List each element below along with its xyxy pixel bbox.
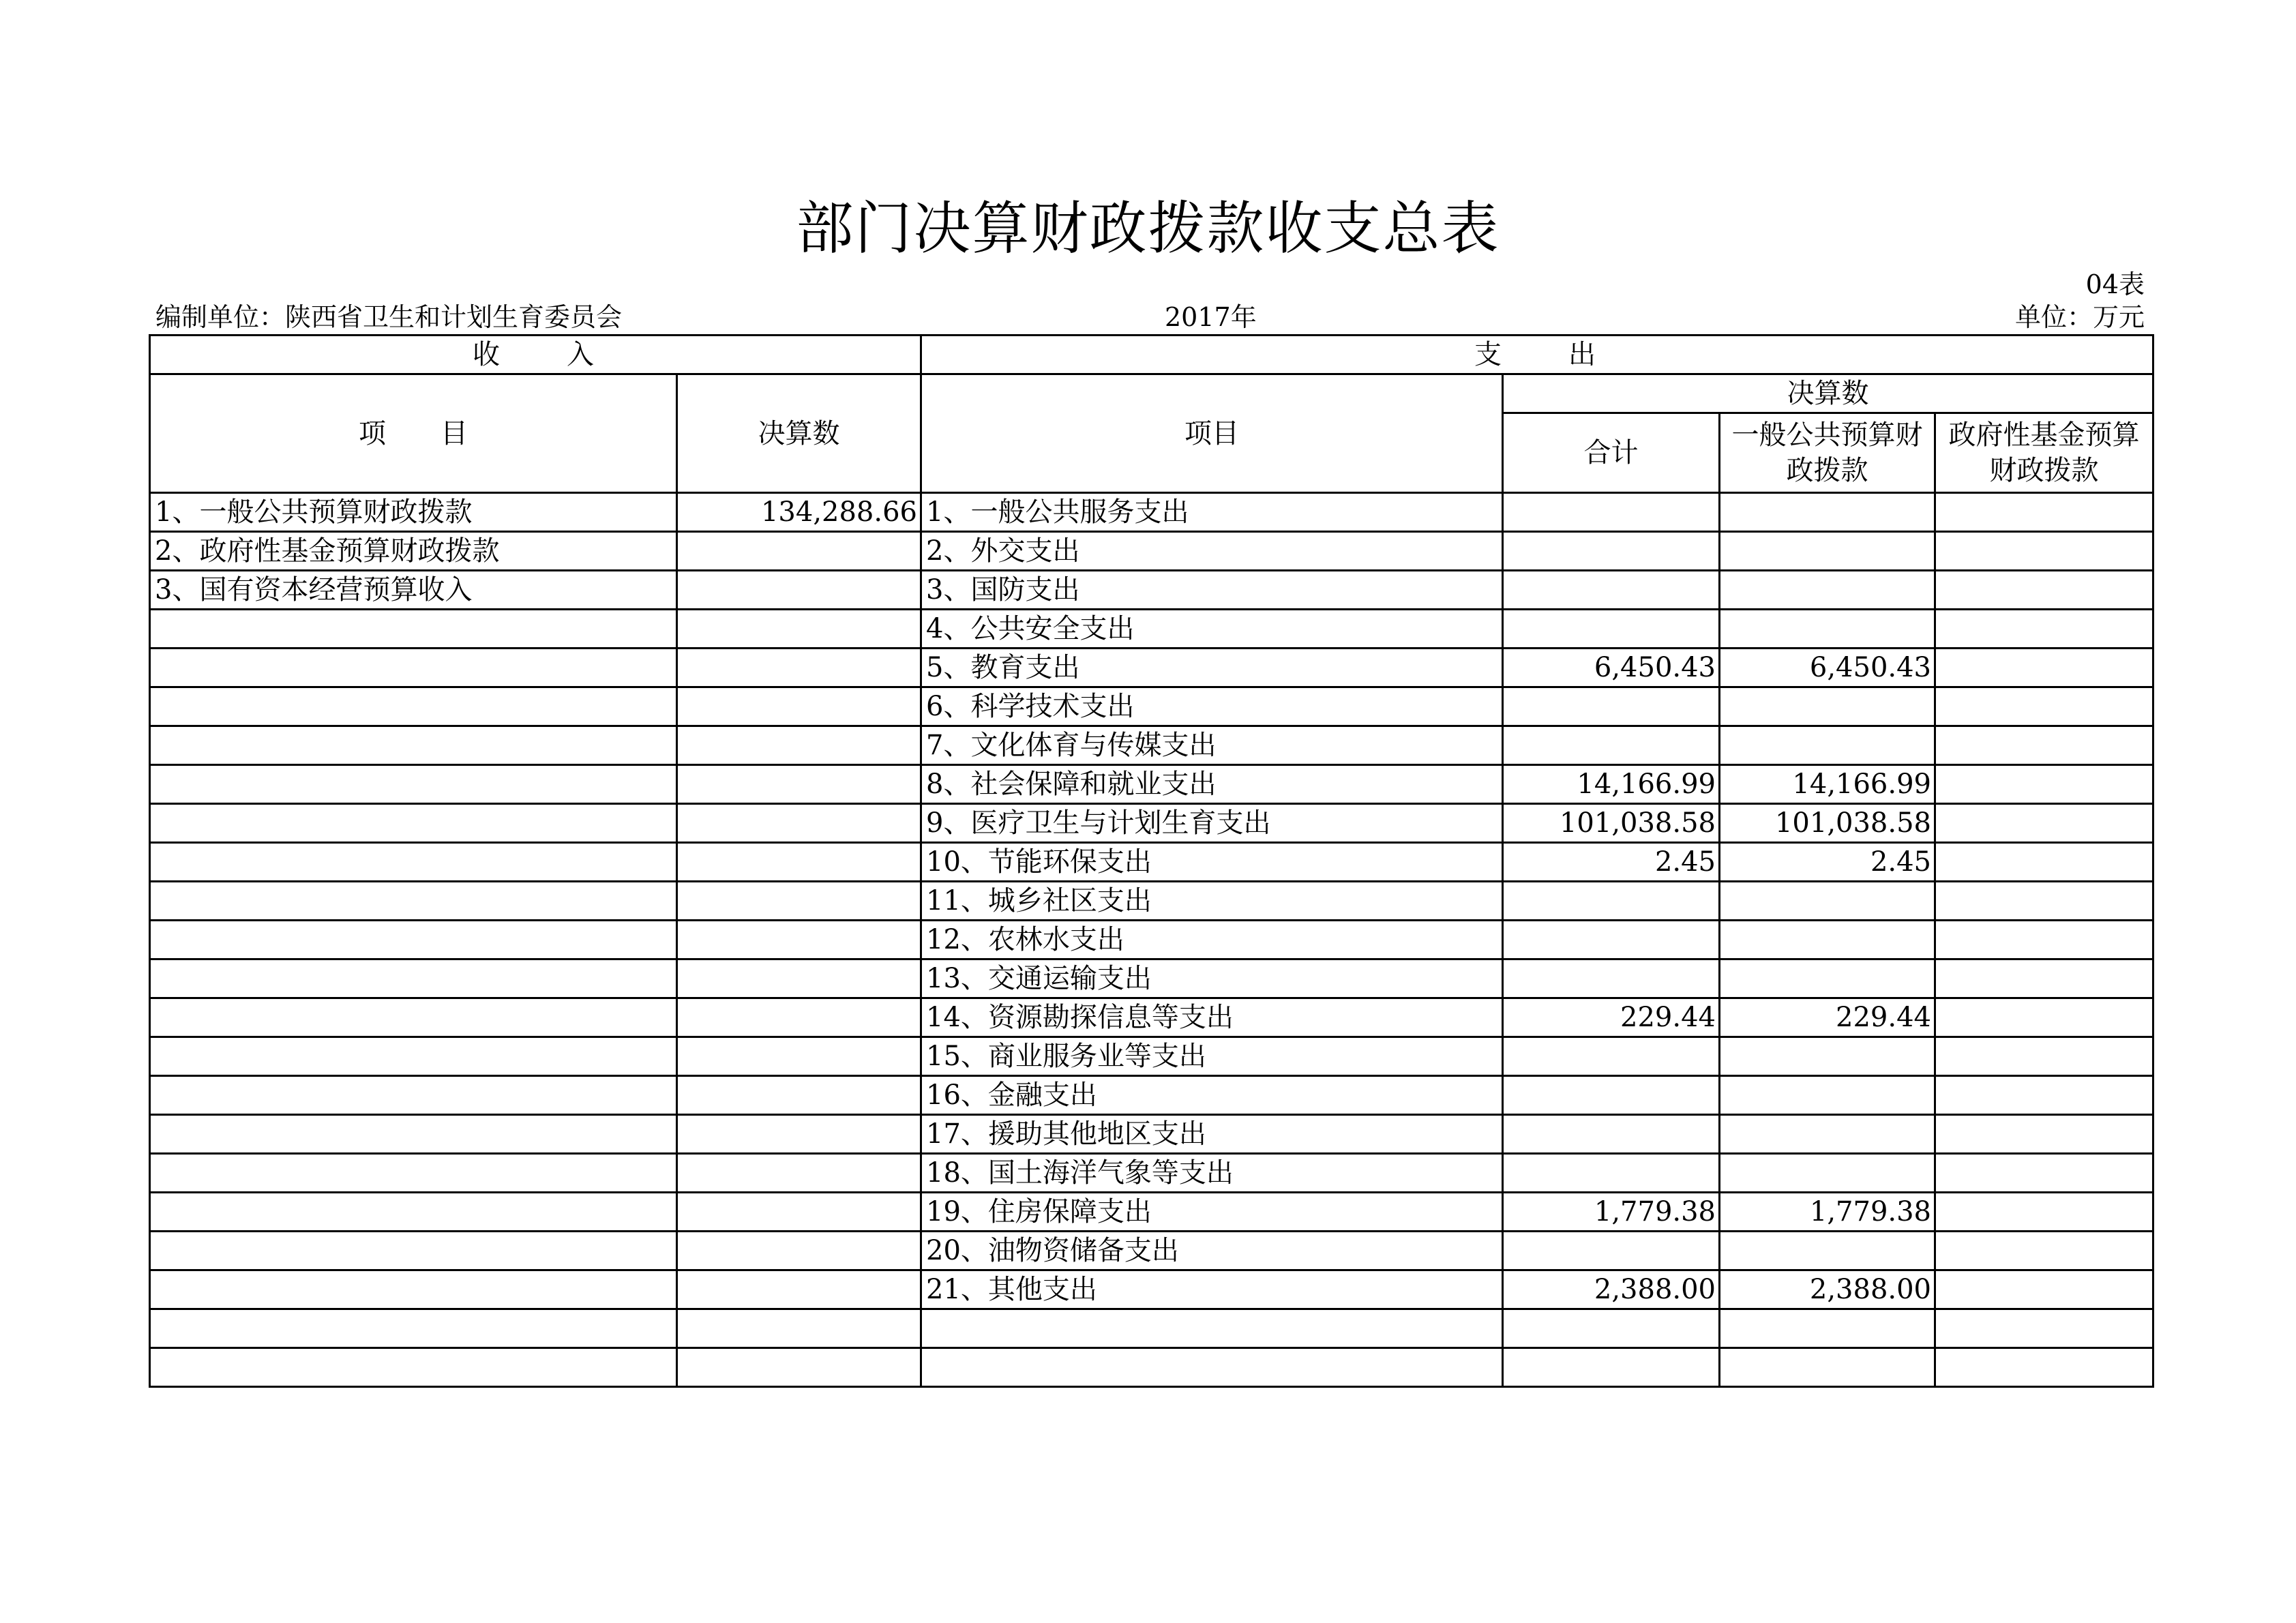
- expense-item-cell: 2、外交支出: [921, 532, 1503, 571]
- table-row: [150, 843, 2153, 882]
- total-cell: [1503, 1037, 1720, 1076]
- table-row: [150, 1348, 2153, 1387]
- table-row: [150, 1193, 2153, 1232]
- income-item-cell: [150, 1309, 677, 1348]
- general-budget-cell: [1720, 921, 1935, 959]
- expense-item-cell: 16、金融支出: [921, 1076, 1503, 1115]
- expense-item-cell: 18、国土海洋气象等支出: [921, 1154, 1503, 1193]
- table-header: [150, 336, 2153, 493]
- expense-item-cell: 7、文化体育与传媒支出: [921, 726, 1503, 765]
- total-header: 合计: [1503, 413, 1720, 493]
- income-amount-cell: [677, 687, 921, 726]
- income-item-cell: [150, 921, 677, 959]
- expense-item-header: 项目: [921, 374, 1503, 493]
- income-item-cell: [150, 1154, 677, 1193]
- table-row: [150, 571, 2153, 610]
- income-item-cell: 2、政府性基金预算财政拨款: [150, 532, 677, 571]
- fund-budget-cell: [1935, 1232, 2153, 1270]
- expense-section-header: 支 出: [921, 336, 2153, 374]
- fund-budget-cell: [1935, 1037, 2153, 1076]
- table-row: [150, 804, 2153, 843]
- fund-budget-cell: [1935, 493, 2153, 532]
- total-cell: [1503, 959, 1720, 998]
- income-item-cell: [150, 998, 677, 1037]
- total-cell: [1503, 1154, 1720, 1193]
- general-budget-cell: [1720, 493, 1935, 532]
- total-cell: [1503, 1232, 1720, 1270]
- general-budget-cell: 101,038.58: [1720, 804, 1935, 843]
- table-row: [150, 1232, 2153, 1270]
- fund-budget-cell: [1935, 998, 2153, 1037]
- organization-label: 编制单位：陕西省卫生和计划生育委员会: [155, 302, 623, 332]
- fund-budget-cell: [1935, 610, 2153, 649]
- income-amount-header: 决算数: [677, 374, 921, 493]
- general-budget-cell: [1720, 882, 1935, 921]
- expense-item-cell: 15、商业服务业等支出: [921, 1037, 1503, 1076]
- income-amount-cell: [677, 1270, 921, 1309]
- income-amount-cell: [677, 726, 921, 765]
- general-budget-cell: 6,450.43: [1720, 649, 1935, 687]
- fund-budget-cell: [1935, 1348, 2153, 1387]
- total-cell: [1503, 1348, 1720, 1387]
- income-item-header: 项 目: [150, 374, 677, 493]
- expense-item-cell: 14、资源勘探信息等支出: [921, 998, 1503, 1037]
- income-item-cell: [150, 882, 677, 921]
- total-cell: 6,450.43: [1503, 649, 1720, 687]
- total-cell: [1503, 726, 1720, 765]
- general-budget-cell: 2,388.00: [1720, 1270, 1935, 1309]
- expense-item-cell: 12、农林水支出: [921, 921, 1503, 959]
- income-amount-cell: [677, 959, 921, 998]
- table-row: [150, 998, 2153, 1037]
- fund-budget-cell: [1935, 765, 2153, 804]
- general-budget-cell: [1720, 610, 1935, 649]
- general-budget-cell: [1720, 1232, 1935, 1270]
- general-budget-cell: [1720, 1037, 1935, 1076]
- income-amount-cell: [677, 1309, 921, 1348]
- table-row: [150, 1309, 2153, 1348]
- income-amount-cell: [677, 1037, 921, 1076]
- report-year: 2017年: [1165, 302, 1257, 332]
- table-row: [150, 921, 2153, 959]
- general-budget-cell: [1720, 1115, 1935, 1154]
- income-section-header: 收 入: [150, 336, 921, 374]
- general-budget-cell: [1720, 571, 1935, 610]
- fund-budget-cell: [1935, 959, 2153, 998]
- income-item-cell: [150, 1232, 677, 1270]
- total-cell: [1503, 687, 1720, 726]
- general-budget-cell: 1,779.38: [1720, 1193, 1935, 1232]
- expense-item-cell: [921, 1309, 1503, 1348]
- income-item-cell: [150, 1037, 677, 1076]
- income-amount-cell: [677, 882, 921, 921]
- unit-label: 单位：万元: [2014, 302, 2145, 332]
- income-amount-cell: [677, 765, 921, 804]
- expense-item-cell: 1、一般公共服务支出: [921, 493, 1503, 532]
- income-amount-cell: [677, 1232, 921, 1270]
- fund-budget-cell: [1935, 571, 2153, 610]
- fund-budget-cell: [1935, 726, 2153, 765]
- total-cell: 14,166.99: [1503, 765, 1720, 804]
- report-title: 部门决算财政拨款收支总表: [796, 195, 1500, 262]
- table-row: [150, 1154, 2153, 1193]
- expense-item-cell: 11、城乡社区支出: [921, 882, 1503, 921]
- table-row: [150, 765, 2153, 804]
- fund-budget-cell: [1935, 532, 2153, 571]
- income-item-cell: [150, 804, 677, 843]
- income-item-cell: [150, 610, 677, 649]
- general-budget-cell: [1720, 726, 1935, 765]
- table-row: [150, 1115, 2153, 1154]
- income-amount-cell: [677, 610, 921, 649]
- income-item-cell: [150, 1115, 677, 1154]
- income-amount-cell: [677, 532, 921, 571]
- expense-item-cell: 19、住房保障支出: [921, 1193, 1503, 1232]
- income-amount-cell: [677, 843, 921, 882]
- income-amount-cell: [677, 1348, 921, 1387]
- general-budget-cell: [1720, 959, 1935, 998]
- expense-item-cell: 10、节能环保支出: [921, 843, 1503, 882]
- fund-budget-cell: [1935, 1309, 2153, 1348]
- income-item-cell: [150, 843, 677, 882]
- income-item-cell: [150, 1076, 677, 1115]
- table-row: [150, 532, 2153, 571]
- income-item-cell: [150, 726, 677, 765]
- general-budget-cell: [1720, 687, 1935, 726]
- fund-budget-header: 政府性基金预算财政拨款: [1935, 413, 2153, 493]
- fund-budget-cell: [1935, 843, 2153, 882]
- expense-item-cell: 21、其他支出: [921, 1270, 1503, 1309]
- table-row: [150, 1270, 2153, 1309]
- table-number: 04表: [2085, 269, 2145, 299]
- table-row: [150, 1037, 2153, 1076]
- total-cell: 229.44: [1503, 998, 1720, 1037]
- general-budget-cell: [1720, 1076, 1935, 1115]
- income-amount-cell: [677, 649, 921, 687]
- income-amount-cell: [677, 1115, 921, 1154]
- general-budget-cell: 2.45: [1720, 843, 1935, 882]
- fund-budget-cell: [1935, 649, 2153, 687]
- total-cell: [1503, 882, 1720, 921]
- expense-amount-header: 决算数: [1503, 374, 2153, 413]
- expense-item-cell: 17、援助其他地区支出: [921, 1115, 1503, 1154]
- table-row: [150, 493, 2153, 532]
- income-item-cell: [150, 1270, 677, 1309]
- income-amount-cell: [677, 1154, 921, 1193]
- general-budget-header: 一般公共预算财政拨款: [1720, 413, 1935, 493]
- income-amount-cell: 134,288.66: [677, 493, 921, 532]
- expense-item-cell: 3、国防支出: [921, 571, 1503, 610]
- expense-item-cell: 9、医疗卫生与计划生育支出: [921, 804, 1503, 843]
- table-row: [150, 687, 2153, 726]
- fund-budget-cell: [1935, 687, 2153, 726]
- total-cell: [1503, 610, 1720, 649]
- income-amount-cell: [677, 571, 921, 610]
- total-cell: [1503, 1076, 1720, 1115]
- fund-budget-cell: [1935, 1193, 2153, 1232]
- income-item-cell: [150, 1193, 677, 1232]
- total-cell: 101,038.58: [1503, 804, 1720, 843]
- fund-budget-cell: [1935, 1115, 2153, 1154]
- fiscal-summary-table: [149, 334, 2154, 1388]
- total-cell: [1503, 1115, 1720, 1154]
- total-cell: 2,388.00: [1503, 1270, 1720, 1309]
- table-row: [150, 1076, 2153, 1115]
- fund-budget-cell: [1935, 1076, 2153, 1115]
- expense-item-cell: 6、科学技术支出: [921, 687, 1503, 726]
- expense-item-cell: 8、社会保障和就业支出: [921, 765, 1503, 804]
- total-cell: [1503, 921, 1720, 959]
- expense-item-cell: 4、公共安全支出: [921, 610, 1503, 649]
- total-cell: [1503, 493, 1720, 532]
- total-cell: 1,779.38: [1503, 1193, 1720, 1232]
- fund-budget-cell: [1935, 804, 2153, 843]
- income-amount-cell: [677, 998, 921, 1037]
- general-budget-cell: 229.44: [1720, 998, 1935, 1037]
- expense-item-cell: 20、油物资储备支出: [921, 1232, 1503, 1270]
- income-amount-cell: [677, 804, 921, 843]
- general-budget-cell: 14,166.99: [1720, 765, 1935, 804]
- table-row: [150, 726, 2153, 765]
- table-row: [150, 882, 2153, 921]
- table-row: [150, 959, 2153, 998]
- expense-item-cell: [921, 1348, 1503, 1387]
- fund-budget-cell: [1935, 1270, 2153, 1309]
- general-budget-cell: [1720, 532, 1935, 571]
- income-amount-cell: [677, 1193, 921, 1232]
- income-amount-cell: [677, 1076, 921, 1115]
- income-item-cell: [150, 959, 677, 998]
- total-cell: [1503, 1309, 1720, 1348]
- fund-budget-cell: [1935, 921, 2153, 959]
- income-item-cell: [150, 649, 677, 687]
- fund-budget-cell: [1935, 882, 2153, 921]
- total-cell: [1503, 571, 1720, 610]
- expense-item-cell: 13、交通运输支出: [921, 959, 1503, 998]
- income-item-cell: [150, 687, 677, 726]
- income-amount-cell: [677, 921, 921, 959]
- income-item-cell: [150, 765, 677, 804]
- expense-item-cell: 5、教育支出: [921, 649, 1503, 687]
- general-budget-cell: [1720, 1348, 1935, 1387]
- income-item-cell: 3、国有资本经营预算收入: [150, 571, 677, 610]
- general-budget-cell: [1720, 1309, 1935, 1348]
- total-cell: [1503, 532, 1720, 571]
- table-body: [150, 493, 2153, 1387]
- fund-budget-cell: [1935, 1154, 2153, 1193]
- table-row: [150, 649, 2153, 687]
- general-budget-cell: [1720, 1154, 1935, 1193]
- income-item-cell: 1、一般公共预算财政拨款: [150, 493, 677, 532]
- table-row: [150, 610, 2153, 649]
- total-cell: 2.45: [1503, 843, 1720, 882]
- income-item-cell: [150, 1348, 677, 1387]
